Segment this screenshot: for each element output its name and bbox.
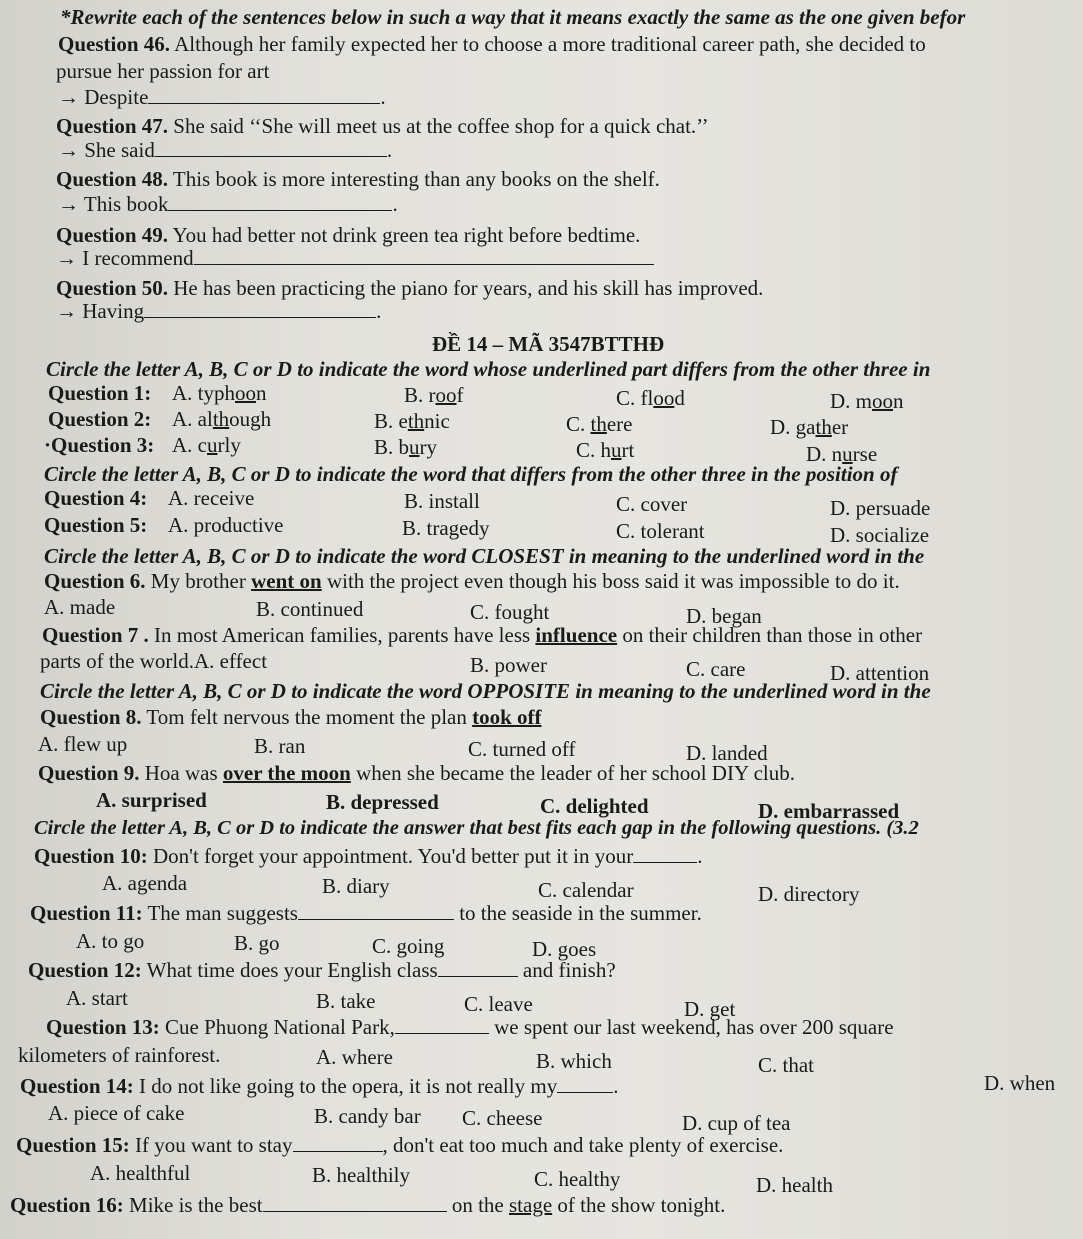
q7-option-b[interactable]: B. power: [470, 653, 547, 677]
q9-option-b[interactable]: B. depressed: [326, 790, 439, 814]
answer-blank[interactable]: [293, 1133, 383, 1152]
q14-option-a[interactable]: A. piece of cake: [48, 1101, 185, 1125]
answer-blank[interactable]: [263, 1193, 447, 1212]
question-46-cue: → Despite .: [58, 85, 386, 109]
exam-title: ĐỀ 14 – MÃ 3547BTTHĐ: [432, 332, 665, 356]
q13-option-a[interactable]: A. where: [316, 1045, 393, 1069]
q4-option-c[interactable]: C. cover: [616, 492, 688, 516]
q1-option-a[interactable]: A. typhoon: [172, 381, 267, 405]
question-14: Question 14: I do not like going to the opera, it is not really my .: [20, 1074, 619, 1098]
q15-option-d[interactable]: D. health: [756, 1173, 833, 1197]
answer-blank[interactable]: [148, 85, 380, 104]
question-15: Question 15: If you want to stay , don't eat too much and take plenty of exercise.: [16, 1133, 784, 1157]
q3-option-c[interactable]: C. hurt: [576, 438, 635, 462]
q9-option-c[interactable]: C. delighted: [540, 794, 649, 818]
question-49: Question 49. You had better not drink green tea right before bedtime.: [56, 223, 641, 247]
q15-option-b[interactable]: B. healthily: [312, 1163, 410, 1187]
q3-label: ·Question 3:: [44, 433, 155, 457]
answer-blank[interactable]: [395, 1015, 489, 1034]
q8-option-a[interactable]: A. flew up: [38, 732, 128, 756]
question-50-cue: → Having .: [56, 299, 382, 323]
question-11: Question 11: The man suggests to the seaside in the summer.: [30, 901, 702, 925]
question-48: Question 48. This book is more interesting than any books on the shelf.: [56, 167, 660, 191]
question-8: Question 8. Tom felt nervous the moment the plan took off: [40, 705, 542, 729]
rewrite-heading: *Rewrite each of the sentences below in such a way that it means exactly the same as the one given befor: [60, 5, 966, 29]
q10-option-b[interactable]: B. diary: [322, 874, 390, 898]
q2-label: Question 2:: [48, 407, 152, 431]
answer-blank[interactable]: [298, 901, 454, 920]
question-47-cue: → She said .: [58, 138, 393, 162]
q12-option-d[interactable]: D. get: [684, 997, 736, 1021]
q16-underlined: stage: [509, 1193, 553, 1217]
q6-option-a[interactable]: A. made: [44, 595, 116, 619]
q5-option-d[interactable]: D. socialize: [830, 523, 930, 547]
answer-blank[interactable]: [168, 192, 392, 211]
q1-option-b[interactable]: B. roof: [404, 383, 464, 407]
q8-option-b[interactable]: B. ran: [254, 734, 306, 758]
question-6: Question 6. My brother went on with the project even though his boss said it was impossible to do it.: [44, 569, 900, 593]
q7-line2: parts of the world.A. effect: [40, 649, 268, 673]
q12-option-b[interactable]: B. take: [316, 989, 376, 1013]
q9-option-a[interactable]: A. surprised: [96, 788, 207, 812]
question-13: Question 13: Cue Phuong National Park, we spent our last weekend, has over 200 square: [46, 1015, 894, 1039]
question-49-cue: → I recommend: [56, 245, 654, 271]
q6-option-d[interactable]: D. began: [686, 604, 762, 628]
question-10: Question 10: Don't forget your appointment. You'd better put it in your .: [34, 844, 703, 868]
q14-option-b[interactable]: B. candy bar: [314, 1104, 421, 1128]
q6-option-c[interactable]: C. fought: [470, 600, 550, 624]
section-opposite: Circle the letter A, B, C or D to indicate the word OPPOSITE in meaning to the underlined word in the: [40, 679, 931, 703]
q7-underlined: influence: [535, 623, 618, 647]
q13-option-c[interactable]: C. that: [758, 1053, 814, 1077]
question-50: Question 50. He has been practicing the piano for years, and his skill has improved.: [56, 276, 764, 300]
section-stress: Circle the letter A, B, C or D to indicate the word that differs from the other three in the position of: [44, 462, 898, 486]
answer-blank[interactable]: [438, 958, 518, 977]
q9-underlined: over the moon: [222, 761, 351, 785]
answer-blank[interactable]: [633, 844, 697, 863]
q12-option-a[interactable]: A. start: [66, 986, 128, 1010]
q15-option-c[interactable]: C. healthy: [534, 1167, 621, 1191]
q2-option-b[interactable]: B. ethnic: [374, 409, 450, 433]
question-46: Question 46. Although her family expected her to choose a more traditional career path, she decided to: [58, 32, 926, 56]
q11-option-c[interactable]: C. going: [372, 934, 445, 958]
question-9: Question 9. Hoa was over the moon when she became the leader of her school DIY club.: [38, 761, 795, 785]
q4-option-b[interactable]: B. install: [404, 489, 480, 513]
question-48-cue: → This book .: [58, 192, 398, 216]
q5-option-c[interactable]: C. tolerant: [616, 519, 705, 543]
section-gap-fill: Circle the letter A, B, C or D to indicate the answer that best fits each gap in the following questions. (3.2: [34, 817, 919, 839]
q5-option-b[interactable]: B. tragedy: [402, 516, 490, 540]
q13-option-d[interactable]: D. when: [984, 1071, 1056, 1095]
q6-option-b[interactable]: B. continued: [256, 597, 364, 621]
q8-option-d[interactable]: D. landed: [686, 741, 768, 765]
question-16: Question 16: Mike is the best on the stage of the show tonight.: [10, 1193, 726, 1217]
question-7: Question 7 . In most American families, parents have less influence on their children than those in other: [42, 623, 923, 647]
q13-line2: kilometers of rainforest.: [18, 1043, 221, 1067]
q7-option-a[interactable]: A. effect: [193, 649, 268, 673]
q11-option-a[interactable]: A. to go: [76, 929, 145, 953]
q6-underlined: went on: [251, 569, 322, 593]
q3-option-b[interactable]: B. bury: [374, 435, 438, 459]
q4-option-a[interactable]: A. receive: [168, 486, 255, 510]
question-47: Question 47. She said ‘‘She will meet us at the coffee shop for a quick chat.’’: [56, 114, 709, 138]
q8-option-c[interactable]: C. turned off: [468, 737, 576, 761]
question-46-line2: pursue her passion for art: [56, 59, 270, 83]
q2-option-a[interactable]: A. although: [172, 407, 272, 431]
q5-option-a[interactable]: A. productive: [168, 513, 284, 537]
answer-blank[interactable]: [144, 299, 376, 318]
q5-label: Question 5:: [44, 513, 148, 537]
q12-option-c[interactable]: C. leave: [464, 992, 533, 1016]
section-pronunciation: Circle the letter A, B, C or D to indicate the word whose underlined part differs from the other three in: [46, 357, 931, 381]
q10-option-c[interactable]: C. calendar: [538, 878, 634, 902]
q4-option-d[interactable]: D. persuade: [830, 496, 931, 520]
question-12: Question 12: What time does your English class and finish?: [28, 958, 616, 982]
q11-option-d[interactable]: D. goes: [532, 937, 597, 961]
q8-underlined: took off: [472, 705, 542, 729]
q10-option-d[interactable]: D. directory: [758, 882, 860, 906]
q7-option-d[interactable]: D. attention: [830, 661, 930, 685]
q14-option-d[interactable]: D. cup of tea: [682, 1111, 791, 1135]
q9-option-d[interactable]: D. embarrassed: [758, 799, 900, 823]
q1-option-d[interactable]: D. moon: [830, 389, 904, 413]
q11-option-b[interactable]: B. go: [234, 931, 280, 955]
answer-blank[interactable]: [557, 1074, 613, 1093]
q2-option-d[interactable]: D. gather: [770, 415, 849, 439]
q3-option-a[interactable]: A. curly: [172, 433, 241, 457]
q2-option-c[interactable]: C. there: [566, 412, 633, 436]
q10-option-a[interactable]: A. agenda: [102, 871, 188, 895]
q1-label: Question 1:: [48, 381, 152, 405]
q15-option-a[interactable]: A. healthful: [90, 1161, 191, 1185]
q1-option-c[interactable]: C. flood: [616, 386, 685, 410]
q4-label: Question 4:: [44, 486, 148, 510]
answer-blank[interactable]: [194, 246, 654, 265]
q14-option-c[interactable]: C. cheese: [462, 1106, 543, 1130]
section-closest: Circle the letter A, B, C or D to indicate the word CLOSEST in meaning to the underlined word in the: [44, 544, 925, 568]
q13-option-b[interactable]: B. which: [536, 1049, 612, 1073]
q7-option-c[interactable]: C. care: [686, 657, 746, 681]
q3-option-d[interactable]: D. nurse: [806, 442, 878, 466]
answer-blank[interactable]: [155, 138, 387, 157]
